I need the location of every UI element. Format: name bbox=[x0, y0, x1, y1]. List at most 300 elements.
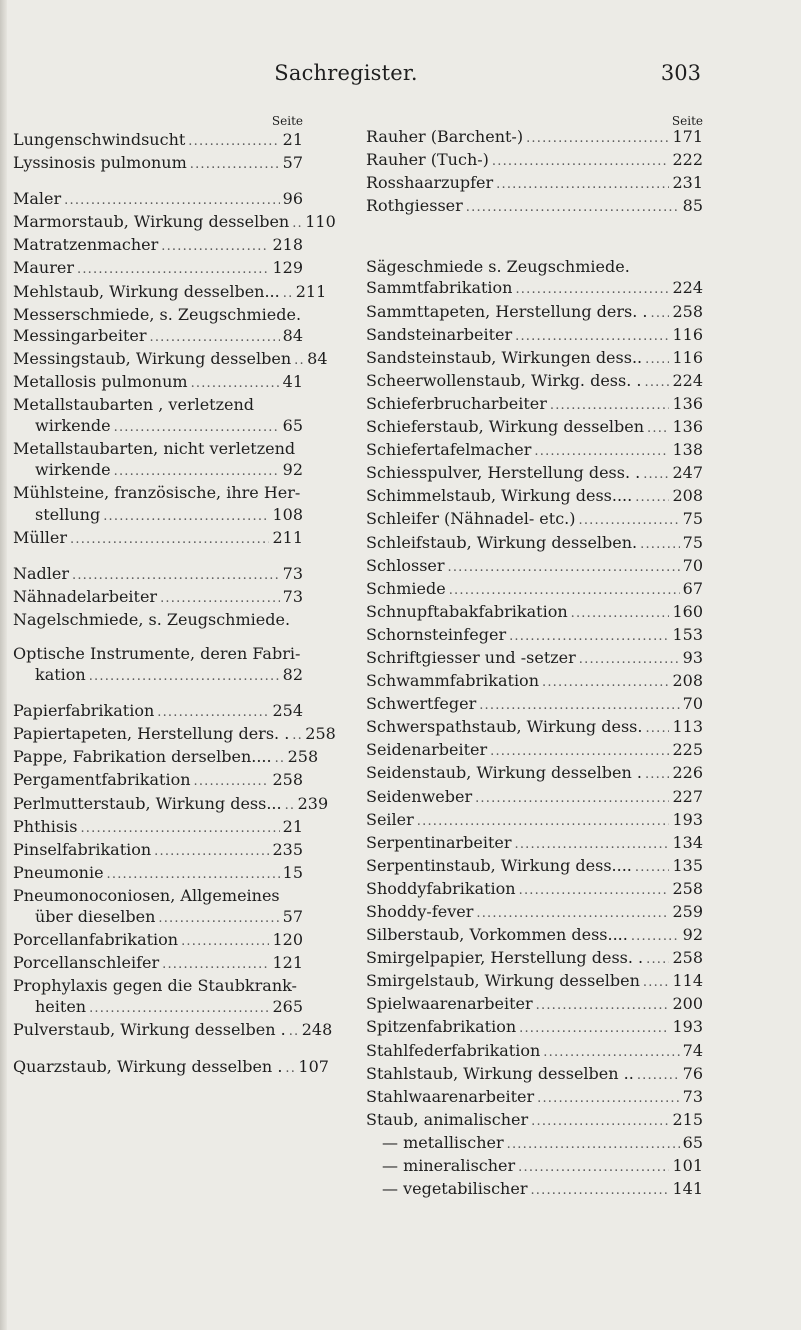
entry-term: Messingarbeiter bbox=[13, 325, 147, 345]
index-entry bbox=[366, 786, 703, 809]
letter-group-gap bbox=[366, 218, 703, 256]
entry-page-number: 215 bbox=[672, 1109, 703, 1129]
dot-leader bbox=[154, 841, 269, 862]
entry-page-number: 248 bbox=[301, 1020, 333, 1040]
dot-leader bbox=[103, 506, 269, 527]
entry-term-continuation: kation bbox=[35, 665, 86, 685]
entry-term: Schwerspathstaub, Wirkung dess. bbox=[366, 717, 643, 737]
index-entry bbox=[366, 1155, 703, 1178]
dot-leader bbox=[496, 174, 669, 195]
dot-leader bbox=[530, 1180, 669, 1201]
index-entry bbox=[366, 601, 703, 624]
entry-page-number: 84 bbox=[282, 325, 303, 345]
index-entry bbox=[366, 1086, 703, 1109]
entry-term: Schnupftabakfabrikation bbox=[366, 601, 568, 621]
entry-term: Messingstaub, Wirkung desselben bbox=[13, 348, 292, 368]
dot-leader bbox=[492, 151, 670, 172]
entry-term: Sammtfabrikation bbox=[366, 278, 513, 298]
entry-page-number: 73 bbox=[282, 563, 303, 583]
dot-leader bbox=[637, 1065, 680, 1086]
dot-leader bbox=[519, 880, 670, 901]
index-entry bbox=[366, 1109, 703, 1132]
index-entry bbox=[13, 975, 303, 996]
dot-leader bbox=[475, 788, 669, 809]
entry-term: Papierfabrikation bbox=[13, 701, 155, 721]
dot-leader bbox=[160, 588, 280, 609]
dot-leader bbox=[70, 529, 269, 550]
entry-term: Schmiede bbox=[366, 578, 446, 598]
entry-page-number: 70 bbox=[682, 694, 703, 714]
index-entry bbox=[366, 439, 703, 462]
entry-term: Optische Instrumente, deren Fabri- bbox=[13, 643, 301, 663]
entry-page-number: 76 bbox=[682, 1063, 703, 1083]
index-entry bbox=[366, 485, 703, 508]
index-entry bbox=[366, 947, 703, 970]
entry-page-number: 41 bbox=[282, 371, 303, 391]
dot-leader bbox=[466, 197, 680, 218]
entry-term: Seiler bbox=[366, 809, 414, 829]
index-entry bbox=[13, 609, 303, 630]
entry-page-number: 82 bbox=[282, 665, 303, 685]
index-entry-continuation bbox=[13, 504, 303, 527]
entry-term: Lyssinosis pulmonum bbox=[13, 153, 187, 173]
entry-term: Porcellanschleifer bbox=[13, 953, 160, 973]
entry-page-number: 107 bbox=[298, 1056, 329, 1076]
entry-page-number: 75 bbox=[682, 509, 703, 529]
entry-page-number: 114 bbox=[672, 971, 703, 991]
dot-leader bbox=[515, 326, 669, 347]
entry-page-number: 65 bbox=[282, 416, 303, 436]
index-entry bbox=[13, 234, 303, 257]
entry-page-number: 15 bbox=[282, 862, 303, 882]
index-entry bbox=[366, 739, 703, 762]
entry-term: Schiefertafelmacher bbox=[366, 440, 532, 460]
index-entry bbox=[13, 1019, 333, 1042]
entry-term: Rothgiesser bbox=[366, 196, 463, 216]
entry-page-number: 160 bbox=[672, 601, 703, 621]
dot-leader bbox=[114, 461, 280, 482]
entry-term: Shoddy-fever bbox=[366, 902, 474, 921]
entry-page-number: 136 bbox=[672, 417, 703, 437]
index-entry bbox=[13, 371, 303, 394]
index-entry bbox=[366, 532, 703, 555]
entry-term: Staub, animalischer bbox=[366, 1109, 529, 1129]
dot-leader bbox=[643, 464, 669, 485]
entry-term: Mehlstaub, Wirkung desselben... bbox=[13, 281, 280, 301]
entry-page-number: 85 bbox=[682, 196, 703, 216]
index-entry bbox=[366, 393, 703, 416]
dot-leader bbox=[651, 303, 670, 324]
entry-page-number: 141 bbox=[672, 1179, 703, 1199]
entry-page-number: 120 bbox=[272, 930, 303, 950]
index-entry-continuation bbox=[13, 996, 303, 1019]
dot-leader bbox=[72, 565, 280, 586]
entry-term: Maler bbox=[13, 189, 62, 209]
index-entry bbox=[366, 762, 703, 785]
dot-leader bbox=[543, 1042, 679, 1063]
index-entry bbox=[13, 643, 303, 664]
entry-term: Prophylaxis gegen die Staubkrank- bbox=[13, 976, 297, 996]
entry-page-number: 226 bbox=[672, 763, 703, 783]
entry-term-continuation: stellung bbox=[35, 504, 101, 524]
index-entry bbox=[13, 839, 303, 862]
entry-term: Nagelschmiede, s. Zeugschmiede. bbox=[13, 609, 291, 629]
index-entry bbox=[13, 769, 303, 792]
index-entry bbox=[366, 256, 703, 277]
entry-page-number: 225 bbox=[672, 740, 703, 760]
index-column-right bbox=[366, 114, 703, 1201]
dot-leader bbox=[526, 128, 669, 149]
dot-leader bbox=[150, 327, 280, 348]
dot-leader bbox=[107, 864, 280, 885]
entry-page-number: 93 bbox=[682, 647, 703, 667]
index-entry bbox=[366, 195, 703, 218]
entry-term-continuation: wirkende bbox=[35, 416, 111, 436]
entry-page-number: 75 bbox=[682, 532, 703, 552]
entry-term: Schwammfabrikation bbox=[366, 671, 539, 691]
index-entry bbox=[366, 1178, 703, 1201]
dot-leader bbox=[645, 764, 670, 785]
index-entry bbox=[13, 929, 303, 952]
index-entry bbox=[366, 693, 703, 716]
dot-leader bbox=[645, 718, 669, 739]
entry-term: Spielwaarenarbeiter bbox=[366, 994, 533, 1014]
entry-page-number: 153 bbox=[672, 624, 703, 644]
letter-group-gap bbox=[13, 1043, 303, 1056]
entry-page-number: 84 bbox=[307, 348, 328, 368]
index-entry bbox=[13, 816, 303, 839]
entry-term: Pneumonie bbox=[13, 862, 104, 882]
entry-page-number: 258 bbox=[305, 724, 336, 744]
letter-group-gap bbox=[13, 687, 303, 700]
entry-term: Pulverstaub, Wirkung desselben . bbox=[13, 1020, 286, 1040]
entry-term: Quarzstaub, Wirkung desselben . bbox=[13, 1056, 283, 1076]
entry-term: Stahlstaub, Wirkung desselben .. bbox=[366, 1063, 634, 1083]
entry-term: Messerschmiede, s. Zeugschmiede. bbox=[13, 304, 302, 324]
index-entry bbox=[13, 885, 303, 906]
dot-leader bbox=[643, 972, 670, 993]
index-entry bbox=[366, 578, 703, 601]
entry-term: Smirgelstaub, Wirkung desselben bbox=[366, 971, 640, 991]
page-binding-edge bbox=[0, 0, 7, 1330]
entry-term: Matratzenmacher bbox=[13, 235, 159, 255]
entry-term: Nähnadelarbeiter bbox=[13, 586, 158, 606]
entry-term: Pneumonoconiosen, Allgemeines bbox=[13, 885, 280, 905]
entry-page-number: 70 bbox=[682, 555, 703, 575]
entry-term: Sandsteinarbeiter bbox=[366, 324, 513, 344]
dot-leader bbox=[449, 580, 680, 601]
index-entry bbox=[13, 152, 303, 175]
entry-term-continuation: heiten bbox=[35, 997, 87, 1017]
dot-leader bbox=[645, 349, 669, 370]
entry-term: Stahlfederfabrikation bbox=[366, 1040, 541, 1060]
dot-leader bbox=[515, 834, 670, 855]
page-number: 303 bbox=[660, 61, 701, 85]
dot-leader bbox=[479, 695, 679, 716]
entry-page-number: 235 bbox=[272, 839, 303, 859]
entry-page-number: 247 bbox=[672, 463, 703, 483]
index-entry bbox=[366, 555, 703, 578]
index-entry bbox=[13, 304, 303, 325]
dot-leader bbox=[644, 372, 669, 393]
index-entry-continuation bbox=[13, 415, 303, 438]
index-entry-continuation bbox=[13, 459, 303, 482]
index-entry bbox=[13, 1056, 329, 1079]
dot-leader bbox=[631, 926, 680, 947]
dot-leader bbox=[542, 672, 669, 693]
entry-page-number: 67 bbox=[682, 578, 703, 598]
entry-term: Schieferstaub, Wirkung desselben bbox=[366, 417, 645, 437]
seite-label: Seite bbox=[271, 114, 303, 128]
index-entry bbox=[13, 281, 327, 304]
dot-leader bbox=[292, 725, 302, 746]
dot-leader bbox=[507, 1134, 680, 1155]
entry-page-number: 208 bbox=[672, 486, 703, 506]
index-entry bbox=[366, 624, 703, 647]
dot-leader bbox=[579, 510, 680, 531]
entry-term: Nadler bbox=[13, 563, 70, 583]
dot-leader bbox=[188, 131, 279, 152]
entry-page-number: 258 bbox=[672, 878, 703, 898]
entry-page-number: 57 bbox=[282, 153, 303, 173]
entry-term: Schornsteinfeger bbox=[366, 624, 507, 644]
index-entry bbox=[366, 277, 703, 300]
entry-page-number: 65 bbox=[682, 1132, 703, 1152]
dot-leader bbox=[536, 995, 670, 1016]
dot-leader bbox=[289, 1021, 299, 1042]
dot-leader bbox=[518, 1157, 669, 1178]
entry-term: Sandsteinstaub, Wirkungen dess.. bbox=[366, 347, 643, 367]
entry-page-number: 259 bbox=[672, 902, 703, 921]
entry-page-number: 108 bbox=[272, 504, 303, 524]
index-entry bbox=[366, 670, 703, 693]
entry-term: — metallischer bbox=[382, 1132, 504, 1152]
index-entry bbox=[366, 508, 703, 531]
entry-page-number: 258 bbox=[672, 301, 703, 321]
index-entry bbox=[13, 211, 336, 234]
entry-term: Serpentinstaub, Wirkung dess.... bbox=[366, 855, 632, 875]
index-entry bbox=[13, 862, 303, 885]
entry-page-number: 136 bbox=[672, 393, 703, 413]
entry-page-number: 110 bbox=[305, 212, 336, 232]
entry-term: Porcellanfabrikation bbox=[13, 930, 179, 950]
entry-term: Schieferbrucharbeiter bbox=[366, 393, 547, 413]
index-entry-continuation bbox=[13, 664, 303, 687]
dot-leader bbox=[162, 954, 269, 975]
index-entry bbox=[366, 1016, 703, 1039]
index-entry bbox=[13, 325, 303, 348]
dot-leader bbox=[80, 818, 279, 839]
entry-page-number: 265 bbox=[272, 997, 303, 1017]
dot-leader bbox=[89, 998, 269, 1019]
page-title: Sachregister. bbox=[274, 61, 418, 85]
left-entries bbox=[13, 129, 336, 1079]
entry-page-number: 224 bbox=[672, 370, 703, 390]
entry-page-number: 208 bbox=[672, 671, 703, 691]
entry-page-number: 57 bbox=[282, 907, 303, 926]
index-entry bbox=[13, 129, 303, 152]
dot-leader bbox=[519, 1018, 669, 1039]
entry-page-number: 211 bbox=[295, 281, 327, 301]
entry-term: Rauher (Barchent-) bbox=[366, 127, 524, 146]
entry-term: Rauher (Tuch-) bbox=[366, 150, 489, 170]
entry-page-number: 171 bbox=[672, 127, 703, 146]
index-entry bbox=[366, 809, 703, 832]
entry-term: Seidenarbeiter bbox=[366, 740, 488, 760]
entry-page-number: 254 bbox=[272, 701, 303, 721]
entry-term: Müller bbox=[13, 527, 68, 547]
entry-page-number: 101 bbox=[672, 1156, 703, 1176]
entry-term: Shoddyfabrikation bbox=[366, 878, 516, 898]
dot-leader bbox=[191, 373, 280, 394]
dot-leader bbox=[294, 350, 304, 371]
entry-page-number: 138 bbox=[672, 440, 703, 460]
entry-term: Phthisis bbox=[13, 816, 78, 836]
index-entry bbox=[366, 970, 703, 993]
entry-term: Stahlwaarenarbeiter bbox=[366, 1086, 535, 1106]
entry-term: Rosshaarzupfer bbox=[366, 173, 494, 193]
entry-page-number: 227 bbox=[672, 786, 703, 806]
dot-leader bbox=[515, 279, 669, 300]
dot-leader bbox=[158, 908, 279, 929]
entry-term-continuation: wirkende bbox=[35, 460, 111, 480]
index-entry bbox=[13, 188, 303, 211]
index-entry bbox=[13, 394, 303, 415]
entry-page-number: 258 bbox=[672, 948, 703, 968]
dot-leader bbox=[64, 190, 279, 211]
entry-page-number: 200 bbox=[672, 994, 703, 1014]
dot-leader bbox=[537, 1088, 680, 1109]
entry-page-number: 222 bbox=[672, 150, 703, 170]
seite-label: Seite bbox=[671, 114, 703, 128]
dot-leader bbox=[89, 666, 280, 687]
index-entry bbox=[366, 172, 703, 195]
right-entries bbox=[366, 126, 703, 1201]
entry-page-number: 116 bbox=[672, 324, 703, 344]
entry-term: Schiesspulver, Herstellung dess. . bbox=[366, 463, 641, 483]
entry-term: Perlmutterstaub, Wirkung dess... bbox=[13, 793, 282, 813]
entry-page-number: 121 bbox=[272, 953, 303, 973]
entry-term: Marmorstaub, Wirkung desselben bbox=[13, 212, 290, 232]
index-entry bbox=[366, 716, 703, 739]
entry-page-number: 73 bbox=[682, 1086, 703, 1106]
index-entry bbox=[13, 723, 336, 746]
dot-leader bbox=[635, 487, 669, 508]
entry-term: Seidenweber bbox=[366, 786, 473, 806]
index-entry bbox=[366, 855, 703, 878]
index-entry bbox=[366, 149, 703, 172]
entry-page-number: 113 bbox=[672, 717, 703, 737]
entry-page-number: 21 bbox=[282, 130, 303, 149]
index-entry bbox=[366, 126, 703, 149]
index-entry bbox=[13, 257, 303, 280]
entry-term: — vegetabilischer bbox=[382, 1179, 528, 1199]
entry-term: Papiertapeten, Herstellung ders. . bbox=[13, 724, 290, 744]
entry-term: Seidenstaub, Wirkung desselben . bbox=[366, 763, 642, 783]
dot-leader bbox=[190, 154, 280, 175]
dot-leader bbox=[417, 811, 670, 832]
entry-term: Silberstaub, Vorkommen dess.... bbox=[366, 925, 628, 945]
entry-term: Sägeschmiede s. Zeugschmiede. bbox=[366, 257, 630, 277]
entry-term: Serpentinarbeiter bbox=[366, 832, 512, 852]
entry-page-number: 134 bbox=[672, 832, 703, 852]
entry-term: Metallosis pulmonum bbox=[13, 371, 188, 391]
entry-term: Schwertfeger bbox=[366, 694, 477, 714]
entry-term: Schlosser bbox=[366, 555, 445, 575]
entry-term: Mühlsteine, französische, ihre Her- bbox=[13, 483, 301, 503]
index-entry bbox=[13, 563, 303, 586]
dot-leader bbox=[490, 741, 669, 762]
entry-term: Schleifer (Nähnadel- etc.) bbox=[366, 509, 576, 529]
entry-page-number: 92 bbox=[282, 460, 303, 480]
entry-term: Pinselfabrikation bbox=[13, 839, 152, 859]
index-entry bbox=[366, 1132, 703, 1155]
entry-page-number: 129 bbox=[272, 258, 303, 278]
index-entry bbox=[366, 1040, 703, 1063]
index-entry bbox=[366, 878, 703, 901]
entry-page-number: 231 bbox=[672, 173, 703, 193]
index-entry bbox=[13, 952, 303, 975]
entry-term: Schimmelstaub, Wirkung dess.... bbox=[366, 486, 633, 506]
dot-leader bbox=[448, 557, 680, 578]
dot-leader bbox=[534, 441, 669, 462]
dot-leader bbox=[647, 418, 669, 439]
index-entry bbox=[366, 924, 703, 947]
letter-group-gap bbox=[13, 550, 303, 563]
entry-term: — mineralischer bbox=[382, 1156, 516, 1176]
letter-group-gap bbox=[13, 630, 303, 643]
dot-leader bbox=[476, 903, 669, 924]
entry-page-number: 239 bbox=[297, 793, 329, 813]
entry-term-continuation: über dieselben bbox=[35, 907, 156, 926]
index-entry bbox=[366, 370, 703, 393]
index-entry bbox=[366, 462, 703, 485]
dot-leader bbox=[292, 213, 302, 234]
index-entry bbox=[366, 347, 703, 370]
dot-leader bbox=[285, 795, 295, 816]
entry-term: Pergamentfabrikation bbox=[13, 770, 191, 790]
index-entry bbox=[366, 301, 703, 324]
dot-leader bbox=[640, 534, 680, 555]
entry-page-number: 96 bbox=[282, 189, 303, 209]
index-entry bbox=[366, 416, 703, 439]
index-entry bbox=[366, 324, 703, 347]
dot-leader bbox=[283, 283, 293, 304]
dot-leader bbox=[275, 748, 285, 769]
entry-page-number: 135 bbox=[672, 855, 703, 875]
index-entry bbox=[366, 647, 703, 670]
entry-page-number: 193 bbox=[672, 1017, 703, 1037]
index-entry bbox=[366, 993, 703, 1016]
index-entry bbox=[366, 1063, 703, 1086]
entry-page-number: 224 bbox=[672, 278, 703, 298]
index-entry bbox=[13, 793, 329, 816]
entry-page-number: 218 bbox=[272, 235, 303, 255]
dot-leader bbox=[635, 857, 670, 878]
index-entry bbox=[13, 438, 303, 459]
dot-leader bbox=[509, 626, 669, 647]
index-entry bbox=[366, 832, 703, 855]
entry-term: Schleifstaub, Wirkung desselben. bbox=[366, 532, 638, 552]
dot-leader bbox=[161, 236, 269, 257]
entry-page-number: 73 bbox=[282, 586, 303, 606]
entry-page-number: 74 bbox=[682, 1040, 703, 1060]
entry-term: Pappe, Fabrikation derselben.... bbox=[13, 747, 272, 767]
entry-page-number: 116 bbox=[672, 347, 703, 367]
entry-term: Maurer bbox=[13, 258, 74, 278]
index-entry bbox=[13, 482, 303, 503]
dot-leader bbox=[285, 1058, 295, 1079]
